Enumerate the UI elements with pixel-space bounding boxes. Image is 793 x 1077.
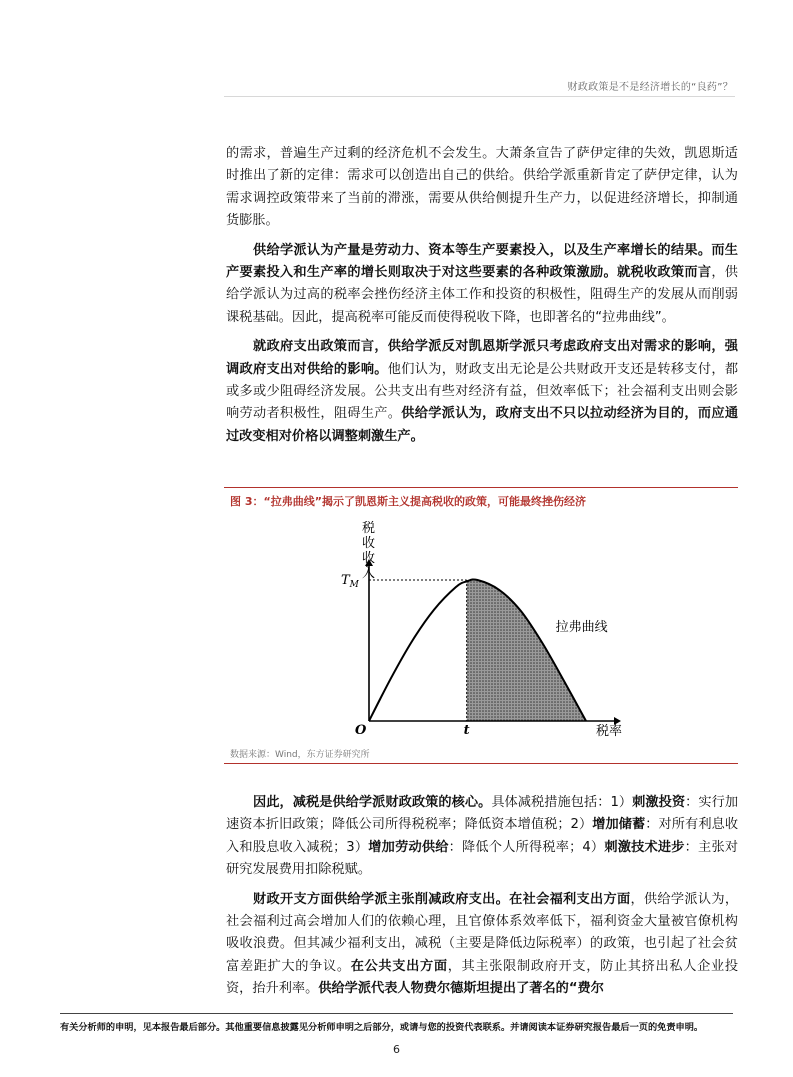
peak-value-label — [341, 573, 360, 590]
p4-text-2: ：实行加速资本折旧政策；降低公司所得税税率；降低资本增值税；2） — [226, 795, 739, 833]
x-axis-label: 税率 — [596, 724, 623, 739]
figure-title: 图 3：“拉弗曲线”揭示了凯恩斯主义提高税收的政策，可能最终挫伤经济 — [230, 495, 586, 508]
y-axis-label-char: 入 — [362, 566, 376, 581]
p4-bold-5: 刺激技术进步 — [604, 839, 685, 855]
body-top — [226, 143, 738, 455]
p4-text-5: ：主张对研究发展费用扣除税赋。 — [226, 839, 739, 878]
page-number: 6 — [393, 1043, 400, 1056]
y-axis-label-char: 收 — [362, 551, 376, 566]
footer-rule — [60, 1013, 733, 1014]
p3-text: 他们认为，财政支出无论是公共财政开支还是转移支付，都或多或少阻碍经济发展。公共支出有些对经济有益，但效率低下；社会福利支出则会影响劳动者积极性，阻碍生产。 — [226, 361, 739, 422]
p2-text: ，供给学派认为过高的税率会挫伤经济主体工作和投资的积极性，阻碍生产的发展从而削弱课税基础。因此，提高税率可能反而使得税收下降，也即著名的“拉弗曲线”。 — [226, 265, 738, 325]
p5-text-1: ，供给学派认为，社会福利过高会增加人们的依赖心理，且官僚体系效率低下，福利资金大量被官僚机构吸收浪费。但其减少福利支出，减税（主要是降低边际税率）的政策，也引起了社会贫富差距扩大的争议。 — [226, 891, 739, 974]
figure-3 — [224, 487, 738, 764]
p4-text-3: ：对所有利息收入和股息收入减税；3） — [226, 817, 739, 855]
p2-bold: 供给学派认为产量是劳动力、资本等生产要素投入，以及生产率增长的结果。而生产要素投入和生产率的增长则取决于对这些要素的各种政策激励。就税收政策而言 — [226, 242, 738, 281]
figure-source: 数据来源：Wind，东方证券研究所 — [230, 750, 370, 760]
body-bottom — [226, 792, 738, 1008]
p5-bold-1: 财政开支方面供给学派主张削减政府支出。在社会福利支出方面 — [253, 891, 631, 907]
header-title: 财政政策是不是经济增长的“良药”？ — [567, 82, 733, 93]
p4-bold-3: 增加储蓄 — [592, 817, 646, 833]
origin-label: O — [355, 723, 367, 738]
p4-bold-4: 增加劳动供给 — [368, 839, 449, 855]
footer-note: 有关分析师的申明，见本报告最后部分。其他重要信息披露见分析师申明之后部分，或请与您的投资代表联系。并请阅读本证券研究报告最后一页的免责申明。 — [60, 1022, 704, 1033]
p3-bold-2: 供给学派认为，政府支出不只以拉动经济为目的，而应通过改变相对价格以调整刺激生产。 — [226, 406, 739, 444]
t-label: t — [463, 723, 470, 738]
p5-bold-2: 在公共支出方面 — [350, 958, 448, 974]
p4-bold-1: 因此，减税是供给学派财政政策的核心。 — [253, 795, 492, 810]
p4-text-1: 具体减税措施包括：1） — [491, 795, 633, 810]
p4-bold-2: 刺激投资 — [632, 795, 686, 810]
laffer-chart — [224, 488, 738, 746]
p4-text-4: ：降低个人所得税率；4） — [448, 839, 605, 855]
p1-text: 的需求，普遍生产过剩的经济危机不会发生。大萧条宣告了萨伊定律的失效，凯恩斯适时推出了新的定律：需求可以创造出自己的供给。供给学派重新肯定了萨伊定律，认为需求调控政策带来了当前的滞涨，需要从供给侧提升生产力，以促进经济增长，抑制通货膨胀。 — [226, 146, 738, 229]
paragraph-5 — [226, 889, 738, 1001]
p5-text-2: ，其主张限制政府开支，防止其挤出私人企业投资，抬升利率。 — [226, 958, 739, 997]
paragraph-2 — [226, 240, 738, 330]
paragraph-3 — [226, 336, 738, 448]
header-rule — [224, 96, 735, 97]
paragraph-1 — [226, 143, 738, 233]
curve-label: 拉弗曲线 — [555, 619, 608, 635]
p5-bold-3: 供给学派代表人物费尔德斯坦提出了著名的“费尔 — [318, 981, 604, 997]
p3-bold-1: 就政府支出政策而言，供给学派反对凯恩斯学派只考虑政府支出对需求的影响，强调政府支出对供给的影响。 — [226, 339, 738, 377]
paragraph-4 — [226, 792, 738, 882]
shaded-region — [467, 580, 586, 721]
y-axis-label-char: 税 — [362, 521, 376, 536]
y-axis-label-char: 收 — [362, 536, 376, 551]
peak-label-main: T — [341, 573, 350, 588]
peak-label-sub: M — [349, 580, 359, 590]
